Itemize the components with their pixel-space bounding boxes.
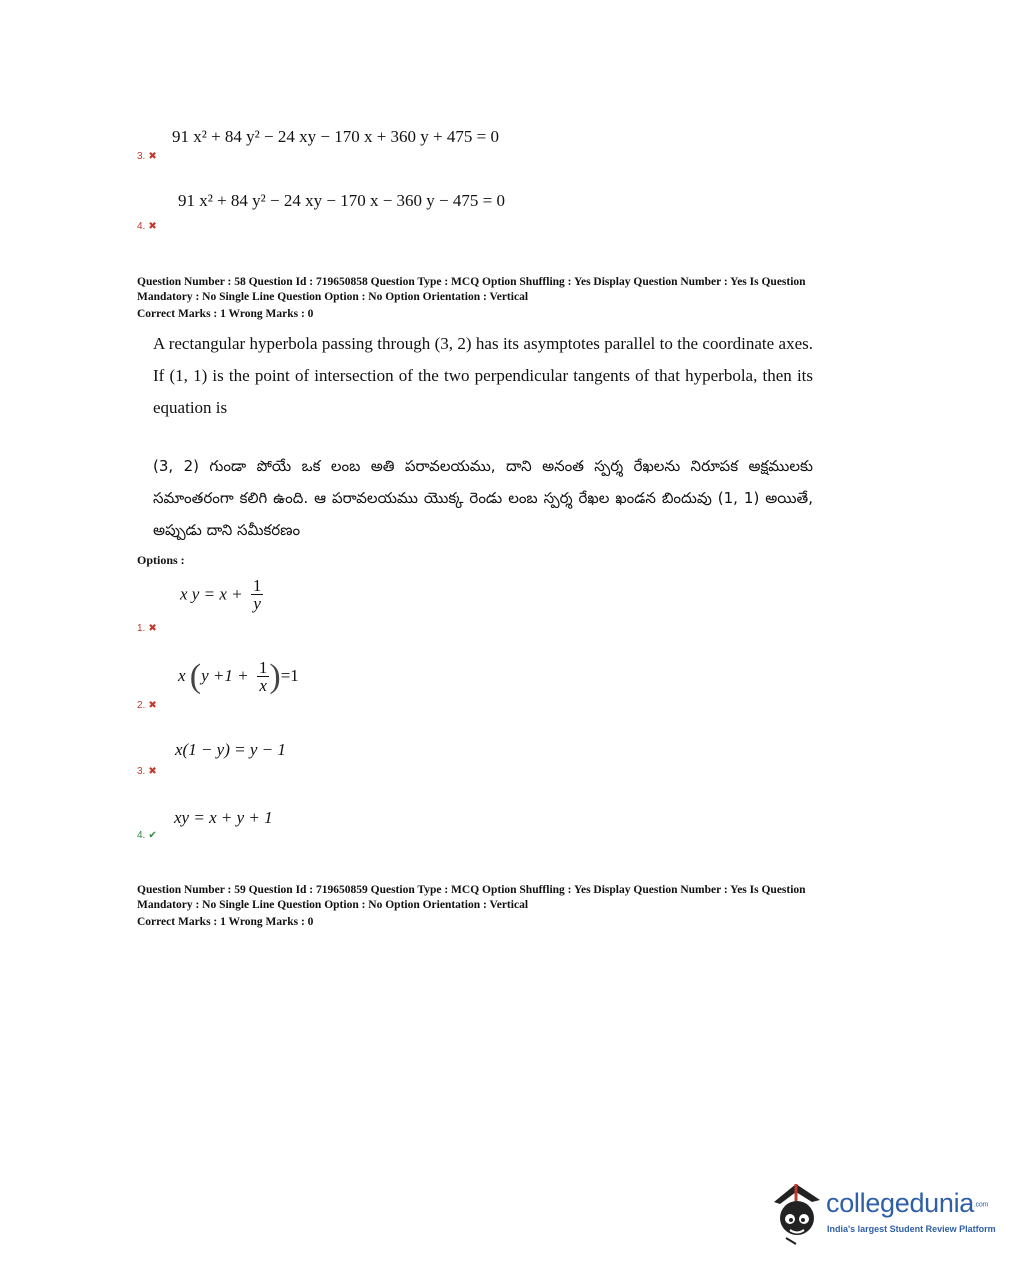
q58-option-3-equation: x(1 − y) = y − 1 <box>175 740 286 759</box>
wrong-icon: ✖ <box>148 623 157 634</box>
q58-option-4-equation: xy = x + y + 1 <box>174 808 273 827</box>
options-label: Options : <box>137 553 185 567</box>
prev-option-4-equation: 91 x² + 84 y² − 24 xy − 170 x − 360 y − 475 = 0 <box>178 191 505 210</box>
q58-option-1-equation: x y = x + $\frac{1}{y}$ <box>180 576 262 613</box>
q58-option-1-number[interactable]: 1. ✖ <box>137 623 157 634</box>
q58-option-3-number[interactable]: 3. ✖ <box>137 766 157 777</box>
wrong-icon: ✖ <box>148 221 157 232</box>
q58-option-4-number[interactable]: 4. ✔ <box>137 830 157 841</box>
mascot-icon <box>766 1178 826 1246</box>
collegedunia-logo[interactable] <box>766 1178 996 1248</box>
logo-tagline: India's largest Student Review Platform <box>827 1224 996 1234</box>
q58-question-text-telugu: (3, 2) గుండా పోయే ఒక లంబ అతి పరావలయము, దాని అనంత స్పర్శ రేఖలను నిరూపక అక్షములకు సమాంతరంగా కలిగి ఉంది. ఆ పరావలయము యొక్క రెండు లంబ స్పర్శ రేఖల ఖండన బిందువు (1, 1) అయితే, అప్పుడు దాని సమీకరణం <box>153 457 813 539</box>
wrong-icon: ✖ <box>148 700 157 711</box>
prev-option-4-number: 4. ✖ <box>137 221 157 232</box>
check-icon: ✔ <box>148 830 157 841</box>
q58-question-text-english: A rectangular hyperbola passing through (3, 2) has its asymptotes parallel to the coordinate axes. If (1, 1) is the point of intersection of the two perpendicular tangents of that hyperbola, then its equation is <box>153 334 813 417</box>
prev-option-3-number: 3. ✖ <box>137 151 157 162</box>
q58-metadata: Question Number : 58 Question Id : 719650858 Question Type : MCQ Option Shuffling : Yes Display Question Number : Yes Is Question Mandatory : No Single Line Question Option : No Option Orientation : Vertical Correct Marks : 1 Wrong Marks : 0 <box>137 276 806 320</box>
logo-wordmark: collegedunia.com <box>826 1188 989 1218</box>
q58-option-2-equation: x (y +1 + $\frac{1}{x}$ )=1 <box>178 657 299 695</box>
wrong-icon: ✖ <box>148 151 157 162</box>
wrong-icon: ✖ <box>148 766 157 777</box>
q59-metadata: Question Number : 59 Question Id : 719650859 Question Type : MCQ Option Shuffling : Yes Display Question Number : Yes Is Question Mandatory : No Single Line Question Option : No Option Orientation : Vertical Correct Marks : 1 Wrong Marks : 0 <box>137 884 806 928</box>
q58-option-2-number[interactable]: 2. ✖ <box>137 700 157 711</box>
prev-option-3-equation: 91 x² + 84 y² − 24 xy − 170 x + 360 y + 475 = 0 <box>172 127 499 146</box>
